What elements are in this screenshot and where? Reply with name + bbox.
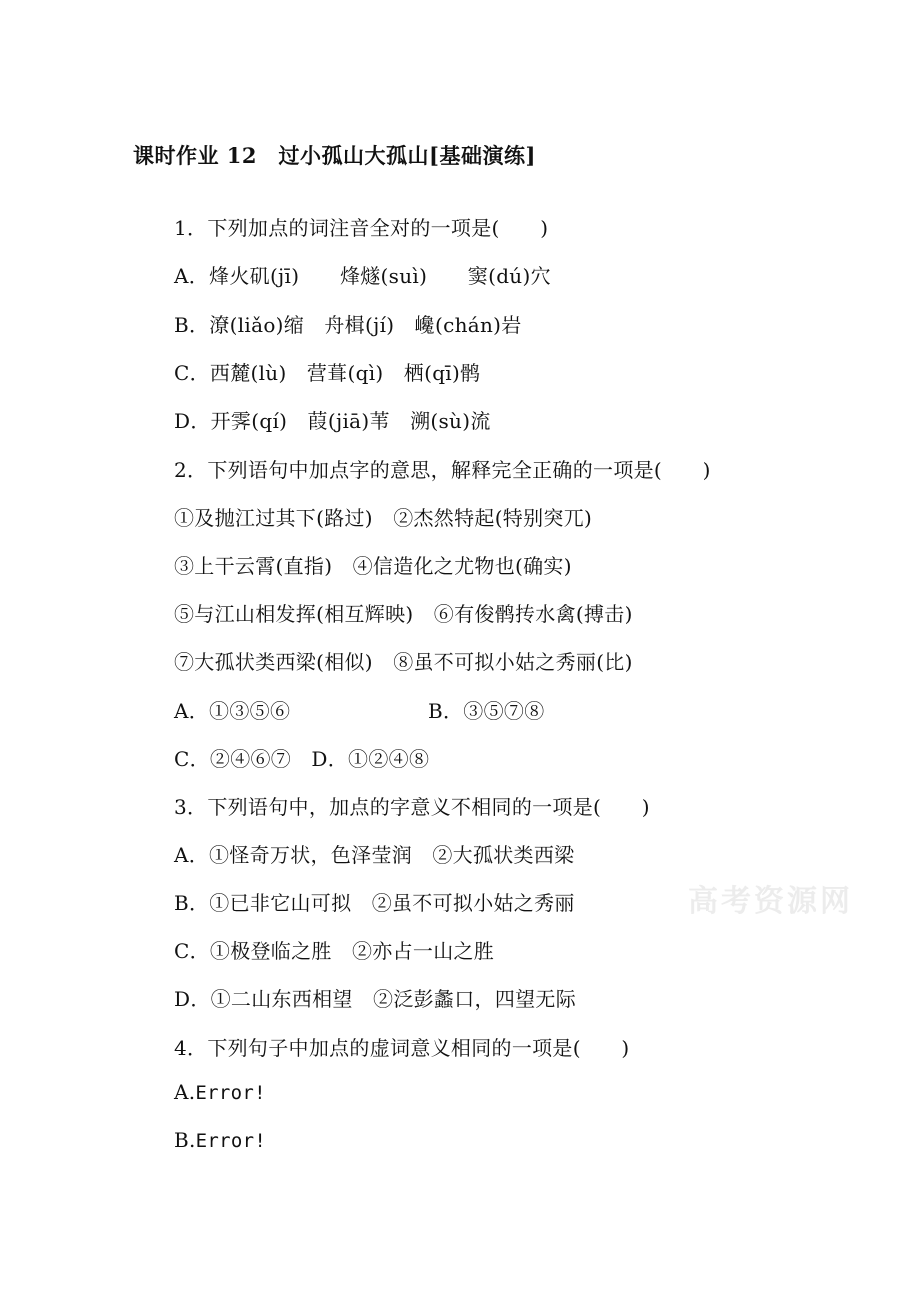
q3-option-b: B．①已非它山可拟 ②虽不可拟小姑之秀丽 bbox=[174, 891, 575, 915]
q3-stem: 3．下列语句中，加点的字意义不相同的一项是( ) bbox=[174, 795, 650, 819]
q3-option-d: D．①二山东西相望 ②泛彭蠡口，四望无际 bbox=[174, 987, 577, 1011]
q2-option-a: A．①③⑤⑥ bbox=[174, 699, 291, 723]
page-title: 课时作业 12 过小孤山大孤山[基础演练] bbox=[133, 143, 536, 168]
q3-option-c: C．①极登临之胜 ②亦占一山之胜 bbox=[174, 939, 495, 963]
q1-option-b: B．潦(liǎo)缩 舟楫(jí) 巉(chán)岩 bbox=[174, 313, 522, 337]
q4-option-a bbox=[174, 1080, 266, 1104]
q2-item-4: ⑦大孤状类西梁(相似) ⑧虽不可拟小姑之秀丽(比) bbox=[174, 650, 633, 674]
q2-option-b: B．③⑤⑦⑧ bbox=[428, 699, 545, 723]
q1-option-c: C．西麓(lù) 营葺(qì) 栖(qī)鹘 bbox=[174, 361, 481, 385]
q4-option-b bbox=[174, 1128, 266, 1152]
q4-stem: 4．下列句子中加点的虚词意义相同的一项是( ) bbox=[174, 1036, 630, 1060]
q4-option-a-label: A. bbox=[174, 1080, 196, 1104]
q2-option-cd: C．②④⑥⑦ D．①②④⑧ bbox=[174, 747, 430, 771]
q1-option-a: A．烽火矶(jī) 烽燧(suì) 窦(dú)穴 bbox=[174, 264, 551, 288]
q2-item-3: ⑤与江山相发挥(相互辉映) ⑥有俊鹘抟水禽(搏击) bbox=[174, 602, 633, 626]
q2-stem: 2．下列语句中加点字的意思，解释完全正确的一项是( ) bbox=[174, 458, 711, 482]
q4-option-b-error: Error! bbox=[195, 1130, 267, 1152]
q2-item-1: ①及抛江过其下(路过) ②杰然特起(特别突兀) bbox=[174, 506, 593, 530]
q4-option-a-error: Error! bbox=[195, 1082, 266, 1104]
watermark: 高考资源网 bbox=[688, 884, 853, 919]
q1-option-d: D．开霁(qí) 葭(jiā)苇 溯(sù)流 bbox=[174, 409, 491, 433]
q4-option-b-label: B. bbox=[174, 1128, 196, 1152]
q2-item-2: ③上干云霄(直指) ④信造化之尤物也(确实) bbox=[174, 554, 572, 578]
q1-stem: 1．下列加点的词注音全对的一项是( ) bbox=[174, 216, 549, 240]
q3-option-a: A．①怪奇万状，色泽莹润 ②大孤状类西梁 bbox=[174, 843, 575, 867]
